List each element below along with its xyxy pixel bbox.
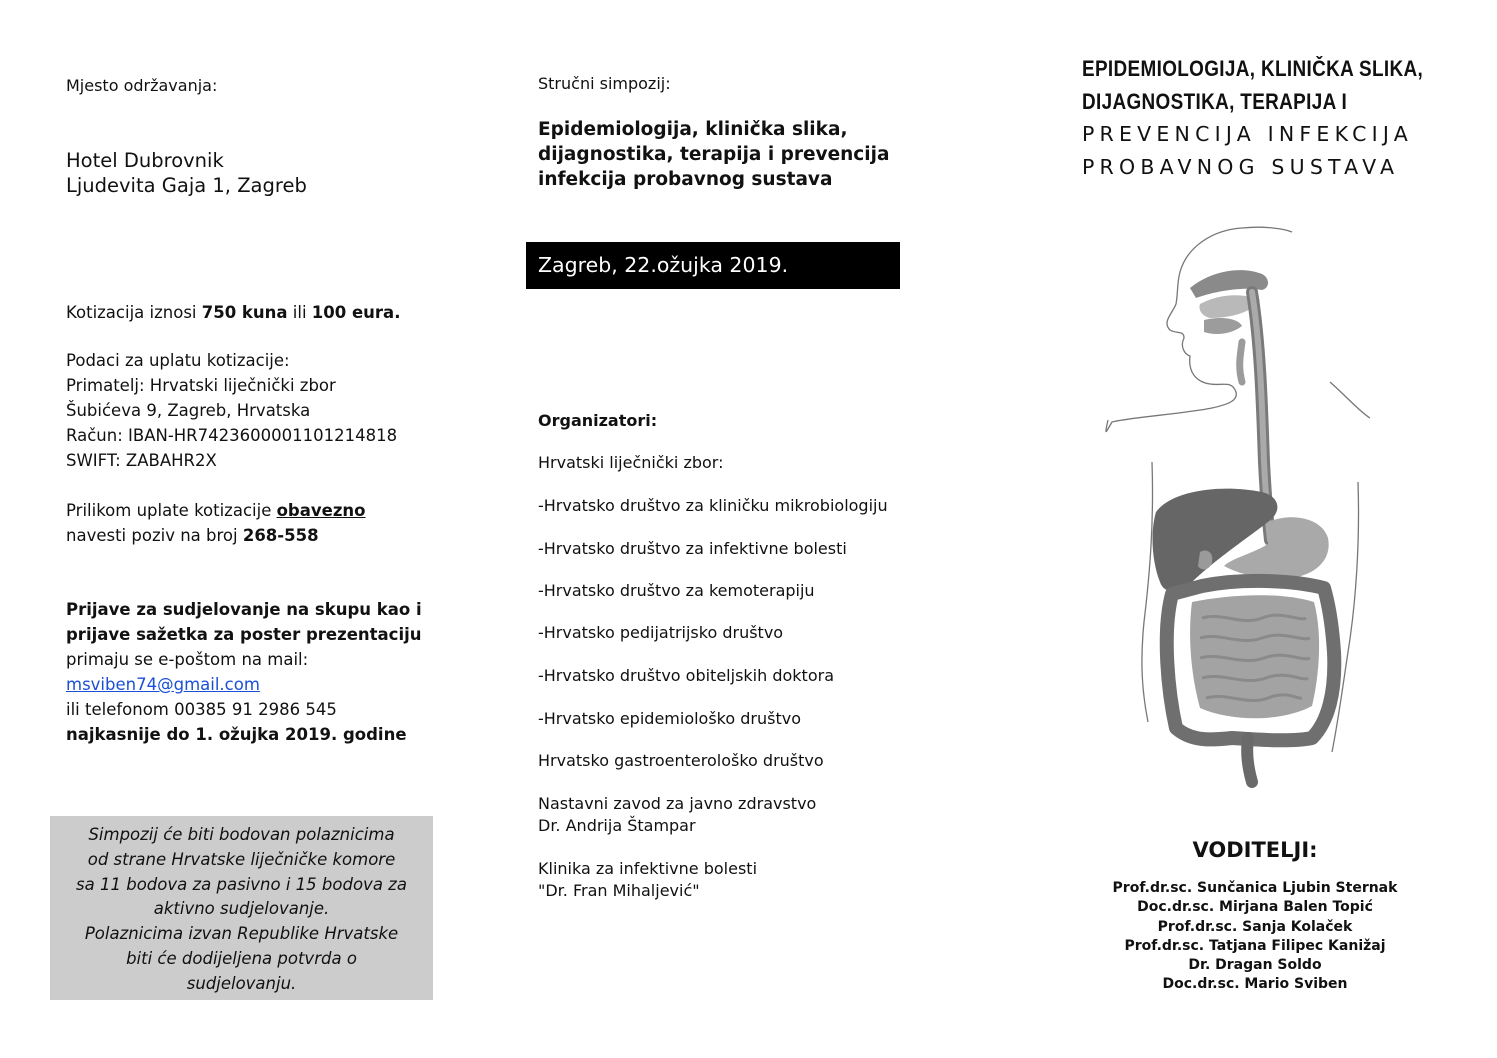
registration-info bbox=[66, 597, 422, 747]
cover-title-line: PREVENCIJA INFEKCIJA bbox=[1082, 122, 1413, 146]
organizer-item: Nastavni zavod za javno zdravstvo bbox=[538, 794, 817, 813]
note-line: Simpozij će biti bodovan polaznicima bbox=[88, 825, 395, 844]
fee-info bbox=[66, 300, 400, 325]
registration-line1: Prijave za sudjelovanje na skupu kao i bbox=[66, 600, 422, 619]
symposium-title-line: dijagnostika, terapija i prevencija bbox=[538, 144, 890, 165]
note-line: sudjelovanju. bbox=[186, 973, 297, 993]
leader-name: Doc.dr.sc. Mario Sviben bbox=[1162, 976, 1348, 993]
email-link[interactable]: msviben74@gmail.com bbox=[66, 675, 260, 694]
fee-prefix: Kotizacija iznosi bbox=[66, 303, 202, 322]
reference-line2: navesti poziv na broj bbox=[66, 526, 243, 545]
organizer-item: -Hrvatsko pedijatrijsko društvo bbox=[538, 623, 784, 642]
organizer-item: Dr. Andrija Štampar bbox=[538, 816, 696, 835]
leader-name: Doc.dr.sc. Mirjana Balen Topić bbox=[1137, 899, 1373, 916]
organizer-item: "Dr. Fran Mihaljević" bbox=[538, 881, 700, 900]
symposium-label: Stručni simpozij: bbox=[538, 74, 671, 93]
leaders-list bbox=[1090, 879, 1420, 995]
organizer-item: Hrvatsko gastroenterološko društvo bbox=[538, 751, 824, 770]
registration-phone: ili telefonom 00385 91 2986 545 bbox=[66, 700, 337, 719]
leader-name: Prof.dr.sc. Sunčanica Ljubin Sternak bbox=[1112, 880, 1398, 896]
leader-name: Prof.dr.sc. Sanja Kolaček bbox=[1157, 918, 1353, 935]
registration-line2: prijave sažetka za poster prezentaciju bbox=[66, 625, 422, 644]
credits-note-box bbox=[50, 816, 433, 1000]
payment-account: Račun: IBAN-HR7423600001101214818 bbox=[66, 426, 398, 445]
registration-deadline: najkasnije do 1. ožujka 2019. godine bbox=[66, 725, 407, 744]
organizer-item: -Hrvatsko epidemiološko društvo bbox=[538, 709, 801, 728]
organizer-item: -Hrvatsko društvo obiteljskih doktora bbox=[538, 666, 834, 685]
note-line: sa 11 bodova za pasivno i 15 bodova za bbox=[76, 874, 407, 894]
organizers-title: Organizatori: bbox=[538, 411, 658, 430]
venue-label: Mjesto održavanja: bbox=[66, 76, 218, 95]
symposium-title-line: Epidemiologija, klinička slika, bbox=[538, 119, 848, 140]
note-line: biti će dodijeljena potvrda o bbox=[126, 948, 357, 968]
organizer-item: Hrvatski liječnički zbor: bbox=[538, 453, 724, 472]
cover-title-line: EPIDEMIOLOGIJA, KLINIČKA SLIKA, bbox=[1082, 56, 1424, 81]
cover-title-line: DIJAGNOSTIKA, TERAPIJA I bbox=[1082, 89, 1348, 114]
organizer-item: -Hrvatsko društvo za infektivne bolesti bbox=[538, 539, 847, 558]
leaders-title: VODITELJI: bbox=[1192, 838, 1318, 862]
reference-mandatory: obavezno bbox=[276, 501, 366, 520]
organizer-item: -Hrvatsko društvo za kemoterapiju bbox=[538, 581, 815, 600]
reference-number: 268-558 bbox=[242, 526, 319, 545]
registration-line3: primaju se e-poštom na mail: bbox=[66, 650, 309, 669]
organizer-item: -Hrvatsko društvo za kliničku mikrobiologiju bbox=[538, 496, 888, 515]
fee-mid: ili bbox=[287, 303, 312, 322]
cover-title bbox=[1082, 52, 1427, 184]
symposium-title bbox=[538, 117, 918, 192]
hotel-address: Ljudevita Gaja 1, Zagreb bbox=[66, 174, 307, 197]
note-line: od strane Hrvatske liječničke komore bbox=[87, 849, 396, 869]
date-banner: Zagreb, 22.ožujka 2019. bbox=[526, 242, 900, 289]
leader-name: Prof.dr.sc. Tatjana Filipec Kanižaj bbox=[1124, 937, 1386, 954]
hotel-name: Hotel Dubrovnik bbox=[66, 149, 224, 172]
organizer-item: Klinika za infektivne bolesti bbox=[538, 859, 758, 878]
note-line: Polaznicima izvan Republike Hrvatske bbox=[84, 924, 399, 944]
digestive-system-illustration bbox=[1092, 222, 1382, 790]
note-line: aktivno sudjelovanje. bbox=[153, 899, 330, 919]
fee-kuna: 750 kuna bbox=[201, 303, 288, 322]
payment-reference bbox=[66, 498, 366, 548]
payment-address: Šubićeva 9, Zagreb, Hrvatska bbox=[66, 401, 311, 420]
reference-line1: Prilikom uplate kotizacije bbox=[66, 501, 277, 520]
payment-recipient: Primatelj: Hrvatski liječnički zbor bbox=[66, 376, 336, 395]
symposium-title-line: infekcija probavnog sustava bbox=[538, 169, 833, 190]
leader-name: Dr. Dragan Soldo bbox=[1188, 957, 1322, 974]
fee-eur: 100 eura. bbox=[311, 303, 401, 322]
payment-details bbox=[66, 348, 397, 473]
payment-swift: SWIFT: ZABAHR2X bbox=[66, 451, 217, 470]
payment-title: Podaci za uplatu kotizacije: bbox=[66, 351, 290, 370]
digestive-system-icon bbox=[1092, 222, 1382, 790]
cover-title-line: PROBAVNOG SUSTAVA bbox=[1082, 155, 1400, 179]
